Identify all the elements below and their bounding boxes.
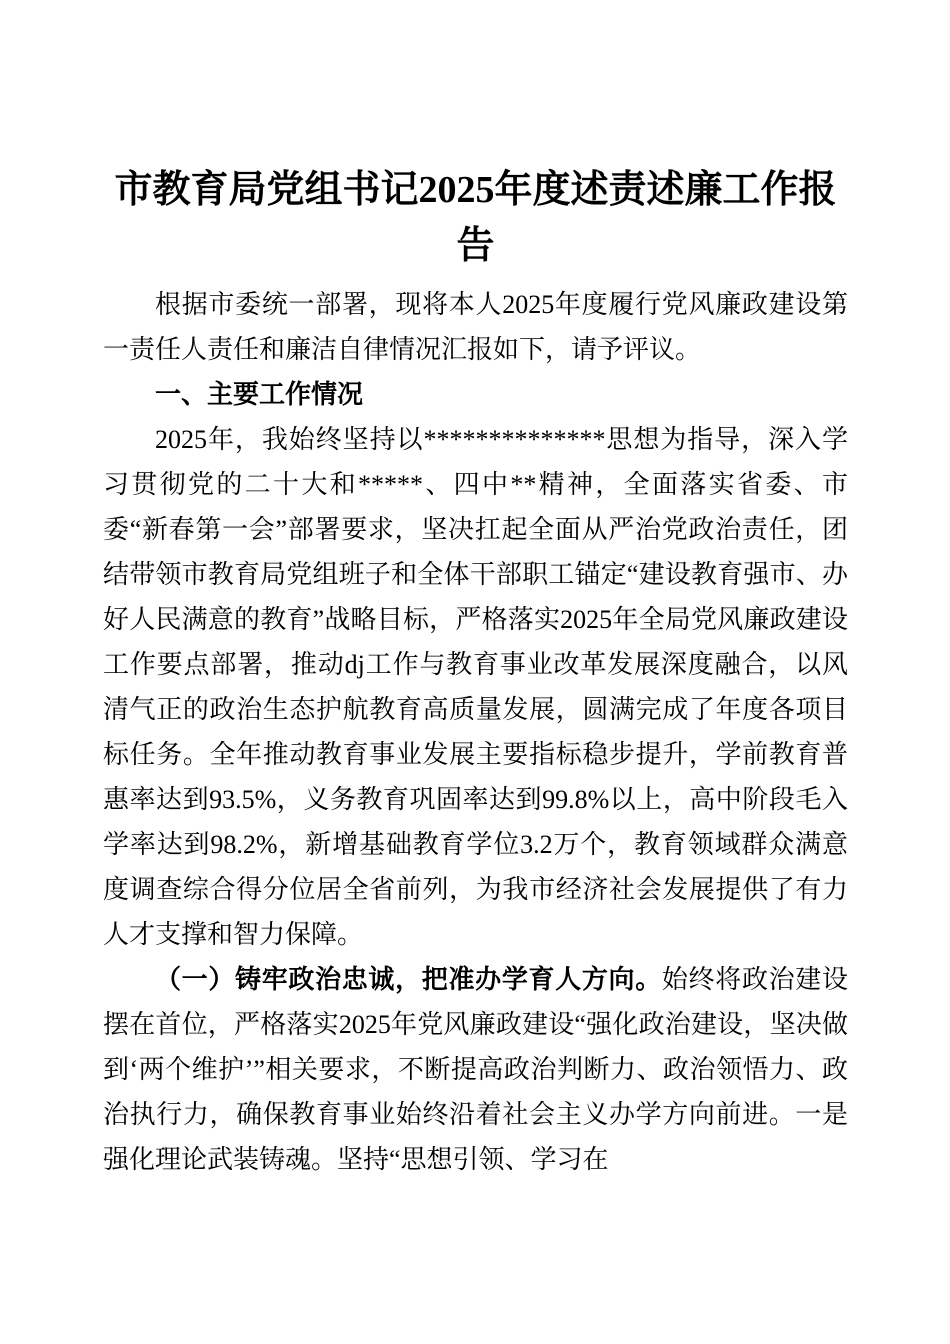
- paragraph-text-run: 根据市委统一部署，现将本人2025年度履行党风廉政建设第一责任人责任和廉洁自律情况汇报如下，请予评议。: [103, 290, 848, 364]
- paragraph: [103, 957, 848, 1182]
- paragraph: [103, 417, 848, 957]
- document-title: 市教育局党组书记2025年度述责述廉工作报告: [114, 169, 837, 267]
- section-heading: [103, 372, 848, 417]
- paragraph: [103, 282, 848, 372]
- paragraph-bold-run: （一）铸牢政治忠诚，把准办学育人方向。: [155, 965, 662, 994]
- paragraph-bold-run: 一、主要工作情况: [155, 380, 364, 409]
- document-body: [103, 282, 848, 1182]
- paragraph-text-run: 2025年，我始终坚持以**************思想为指导，深入学习贯彻党的二十大和*****、四中**精神，全面落实省委、市委“新春第一会”部署要求，坚决扛起全面从严治党政治责任，团结带领市教育局党组班子和全体干部职工锚定“建设教育强市、办好人民满意的教育”战略目标，严格落实2025年全局党风廉政建设工作要点部署，推动dj工作与教育事业改革发展深度融合，以风清气正的政治生态护航教育高质量发展，圆满完成了年度各项目标任务。全年推动教育事业发展主要指标稳步提升，学前教育普惠率达到93.5%，义务教育巩固率达到99.8%以上，高中阶段毛入学率达到98.2%，新增基础教育学位3.2万个，教育领域群众满意度调查综合得分位居全省前列，为我市经济社会发展提供了有力人才支撑和智力保障。: [103, 425, 848, 949]
- paragraph-text-run: 始终将政治建设摆在首位，严格落实2025年党风廉政建设“强化政治建设，坚决做到‘两个维护’”相关要求，不断提高政治判断力、政治领悟力、政治执行力，确保教育事业始终沿着社会主义办学方向前进。一是强化理论武装铸魂。坚持“思想引领、学习在: [103, 965, 848, 1174]
